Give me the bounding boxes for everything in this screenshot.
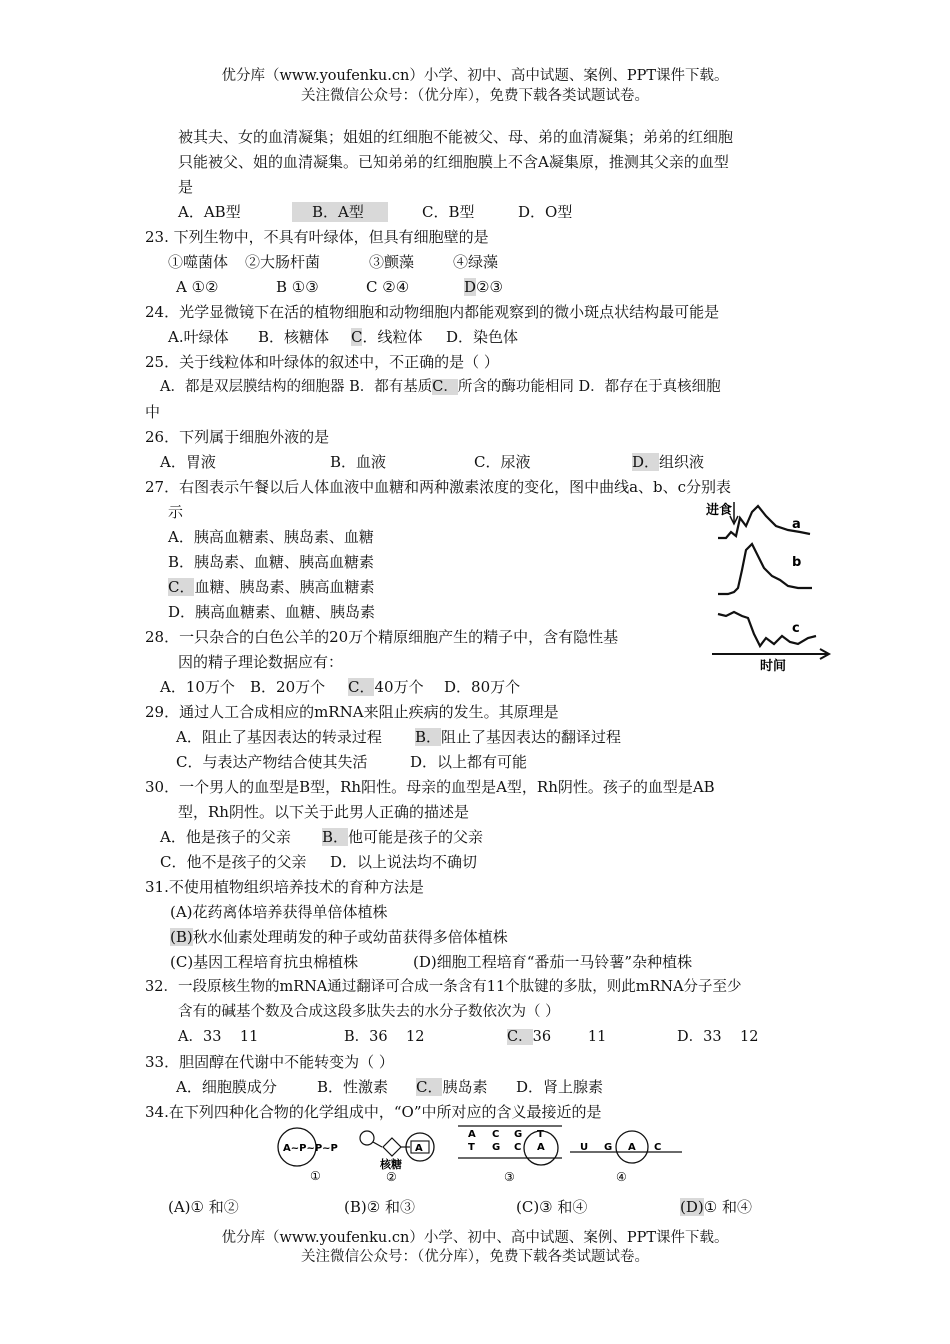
q23-options [176,277,503,297]
footer-line-1: 优分库（www.youfenku.cn）小学、初中、高中试题、案例、PPT课件下载。 [221,1230,729,1246]
q31-option-c: (C)基因工程培育抗虫棉植株 [170,953,359,971]
hormone-graph [704,498,834,678]
q27-option-a: A．胰高血糖素、胰岛素、血糖 [168,528,374,546]
q30-option-b [322,827,483,847]
svg-text:T: T [537,1129,544,1140]
q24-option-b: B．核糖体 [258,328,330,346]
q30-options-ab [160,827,483,847]
q23-option-a: A ①② [176,278,219,296]
q26-option-c: C．尿液 [474,453,531,471]
q27-stem-1: 27．右图表示午餐以后人体血液中血糖和两种激素浓度的变化，图中曲线a、b、c分别表 [145,478,732,496]
q23-items [168,252,498,272]
q32-option-c [507,1027,677,1047]
q26-option-a: A．胃液 [160,453,216,471]
q30-options-cd [160,852,477,872]
q31-options-cd [170,952,692,972]
q27-option-c [168,577,375,597]
svg-text:C: C [654,1142,662,1153]
q24-option-d: D．染色体 [446,328,519,346]
q28-option-d: D．80万个 [444,678,521,696]
svg-text:A~P~P~P: A~P~P~P [283,1143,338,1154]
svg-text:G: G [604,1142,613,1153]
q22-option-d: D．O型 [518,203,573,221]
q27-option-c-text: 血糖、胰岛素、胰高血糖素 [194,578,375,596]
q22-option-a: A．AB型 [178,203,241,221]
q24-option-c [351,327,446,347]
q29-stem: 29．通过人工合成相应的mRNA来阻止疾病的发生。其原理是 [145,703,559,721]
q31-option-d: (D)细胞工程培育“番茄一马铃薯”杂种植株 [413,953,693,971]
q26-options [160,452,704,472]
q33-stem: 33．胆固醇在代谢中不能转变为（ ） [145,1053,394,1071]
ribose-label: 核糖 [380,1158,402,1171]
q28-answer-mark: C． [348,678,375,696]
q33-option-d: D．肾上腺素 [516,1078,604,1096]
q22-text-3: 是 [178,178,194,196]
graph-eat-label: 进食 [706,503,733,518]
q30-option-c: C．他不是孩子的父亲 [160,853,307,871]
compound-2-nucleotide [360,1131,434,1184]
q23-option-d-text: ②③ [476,278,503,296]
svg-text:③: ③ [504,1170,515,1184]
q23-option-c: C ②④ [366,278,410,296]
curve-c [718,612,816,646]
q27-answer-mark: C． [168,578,195,596]
compounds-figure [270,1122,690,1188]
q25-options [160,377,721,397]
q30-stem-2: 型，Rh阴性。以下关于此男人正确的描述是 [178,803,469,821]
q29-option-d: D．以上都有可能 [410,753,528,771]
q34-answer-mark: (D) [680,1198,704,1216]
q30-option-d: D．以上说法均不确切 [330,853,478,871]
svg-text:C: C [492,1129,500,1140]
q28-option-a: A．10万个 [160,678,235,696]
q23-stem: 23. 下列生物中，不具有叶绿体，但具有细胞壁的是 [145,228,489,246]
svg-text:②: ② [386,1170,397,1184]
q25-options-cd: 所含的酶功能相同 D．都存在于真核细胞 [457,379,721,395]
q34-option-c: (C)③ 和④ [516,1198,588,1216]
q29-option-a: A．阻止了基因表达的转录过程 [176,728,382,746]
q25-stem: 25．关于线粒体和叶绿体的叙述中，不正确的是（ ） [145,353,499,371]
q26-answer-mark: D． [632,453,660,471]
q24-options [168,327,518,347]
q33-options [176,1077,603,1097]
q33-answer-mark: C． [416,1078,443,1096]
q23-answer-mark: D [464,278,477,296]
q32-stem-1: 32．一段原核生物的mRNA通过翻译可合成一条含有11个肽键的多肽，则此mRNA分子至少 [145,979,742,995]
curve-c-label: c [792,621,800,636]
q34-option-a: (A)① 和② [168,1198,239,1216]
q33-option-c-text: 胰岛素 [442,1078,488,1096]
q34-option-b: (B)② 和③ [344,1198,415,1216]
q27-stem-2: 示 [168,503,184,521]
svg-text:A: A [628,1142,636,1153]
q26-stem: 26．下列属于细胞外液的是 [145,428,330,446]
q34-option-d-text: ① 和④ [703,1198,752,1216]
header-line-2: 关注微信公众号：（优分库），免费下载各类试题试卷。 [301,88,649,104]
q23-item-2: ②大肠杆菌 [245,253,321,271]
q23-item-4: ④绿藻 [453,253,499,271]
q28-option-b: B．20万个 [250,678,326,696]
q22-option-b: B．A型 [292,202,388,222]
svg-text:G: G [514,1129,523,1140]
svg-text:A: A [468,1129,476,1140]
q32-option-b: B．36 12 [344,1029,425,1045]
compound-1-atp [278,1128,338,1183]
q30-option-b-text: 他可能是孩子的父亲 [348,828,484,846]
q30-stem-1: 30．一个男人的血型是B型，Rh阳性。母亲的血型是A型，Rh阴性。孩子的血型是AB [145,778,715,796]
q29-option-b-text: 阻止了基因表达的翻译过程 [441,728,622,746]
q34-option-d [680,1197,752,1217]
q31-answer-mark: (B) [170,928,193,946]
q30-option-a: A．他是孩子的父亲 [160,828,291,846]
q31-option-b-text: 秋水仙素处理萌发的种子或幼苗获得多倍体植株 [192,928,508,946]
q32-stem-2: 含有的碱基个数及合成这段多肽失去的水分子数依次为（ ） [178,1004,560,1020]
q22-option-c: C．B型 [422,203,475,221]
q26-option-b: B．血液 [330,453,387,471]
q22-text-2: 只能被父、姐的血清凝集。已知弟弟的红细胞膜上不含A凝集原，推测其父亲的血型 [178,153,729,171]
q24-stem: 24．光学显微镜下在活的植物细胞和动物细胞内都能观察到的微小斑点状结构最可能是 [145,303,720,321]
q28-option-c [348,677,444,697]
q32-options [178,1027,758,1047]
compound-3-dna [458,1126,562,1184]
q32-answer-mark: C． [507,1029,533,1045]
q28-option-c-text: 40万个 [374,678,424,696]
q27-option-d: D．胰高血糖素、血糖、胰岛素 [168,603,376,621]
q33-option-c [416,1077,516,1097]
compound-4-rna [570,1131,682,1184]
q33-option-a: A．细胞膜成分 [176,1078,277,1096]
q26-option-d-text: 组织液 [659,453,705,471]
q31-stem: 31.不使用植物组织培养技术的育种方法是 [145,878,424,896]
q32-option-c-text: 36 11 [532,1029,607,1045]
q34-options [168,1197,752,1217]
graph-time-label: 时间 [760,659,787,674]
q23-item-1: ①噬菌体 [168,253,229,271]
header-line-1: 优分库（www.youfenku.cn）小学、初中、高中试题、案例、PPT课件下载。 [221,68,729,84]
q26-option-d [632,452,704,472]
svg-text:④: ④ [616,1170,627,1184]
q28-options [160,677,520,697]
q27-option-b: B．胰岛素、血糖、胰高血糖素 [168,553,375,571]
svg-text:T: T [468,1142,475,1153]
q24-option-a: A.叶绿体 [168,328,229,346]
q23-option-d [464,277,503,297]
q29-answer-mark: B． [415,728,442,746]
q29-option-b [415,727,621,747]
svg-text:①: ① [310,1169,321,1183]
q25-answer-mark: C． [432,379,458,395]
q29-options-ab [176,727,621,747]
q32-option-d: D．33 12 [677,1029,759,1045]
q22-text-1: 被其夫、女的血清凝集；姐姐的红细胞不能被父、母、弟的血清凝集；弟弟的红细胞 [178,128,734,146]
q25-options-ab: A．都是双层膜结构的细胞器 B．都有基质 [160,379,433,395]
svg-text:A: A [415,1143,423,1154]
q28-stem-1: 28．一只杂合的白色公羊的20万个精原细胞产生的精子中，含有隐性基 [145,628,619,646]
q31-option-b [170,927,508,947]
q24-option-c-text: ．线粒体 [362,328,423,346]
svg-text:G: G [492,1142,501,1153]
q23-item-3: ③颤藻 [369,253,415,271]
q24-answer-mark: C [351,328,363,346]
curve-a-label: a [792,517,801,532]
q30-answer-mark: B． [322,828,349,846]
q22-options [178,202,572,222]
svg-text:A: A [537,1142,545,1153]
svg-text:C: C [514,1142,522,1153]
svg-text:U: U [580,1142,589,1153]
curve-b-label: b [792,555,802,570]
q34-stem: 34.在下列四种化合物的化学组成中，“O”中所对应的含义最接近的是 [145,1103,602,1121]
q29-option-c: C．与表达产物结合使其失活 [176,753,368,771]
q25-text-end: 中 [145,403,161,421]
q29-options-cd [176,752,527,772]
q33-option-b: B．性激素 [317,1078,389,1096]
footer-line-2: 关注微信公众号：（优分库），免费下载各类试题试卷。 [301,1249,649,1265]
q32-option-a: A．33 11 [178,1029,259,1045]
q28-stem-2: 因的精子理论数据应有： [178,653,344,671]
q23-option-b: B ①③ [276,278,319,296]
q31-option-a: (A)花药离体培养获得单倍体植株 [170,903,388,921]
